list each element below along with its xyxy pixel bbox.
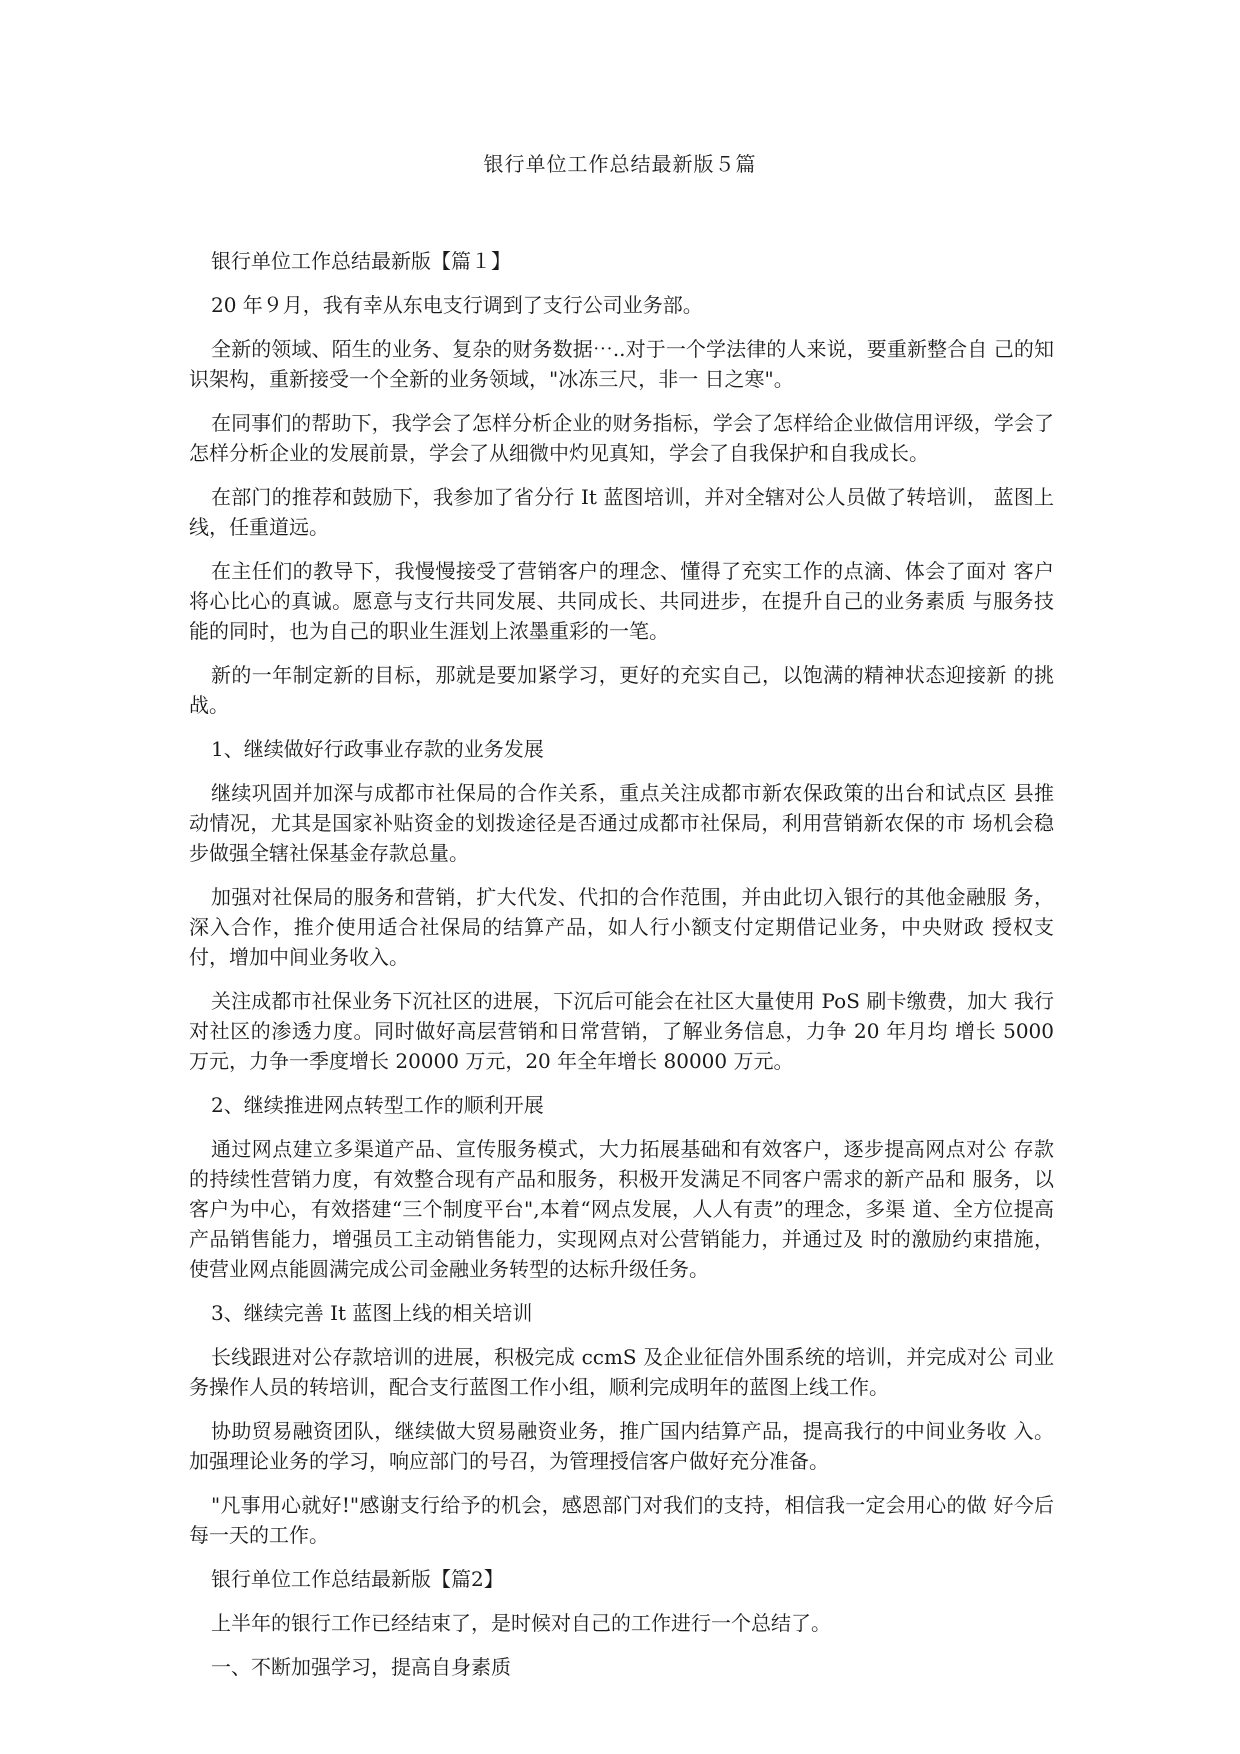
paragraph: 在主任们的教导下，我慢慢接受了营销客户的理念、懂得了充实工作的点滴、体会了面对 客户将心比心的真诚。愿意与支行共同发展、共同成长、共同进步，在提升自己的业务素质 与服务技能的同时，也为自己的职业生涯划上浓墨重彩的一笔。 — [189, 559, 1054, 643]
document-title: 银行单位工作总结最新版５篇 — [483, 152, 757, 176]
section-heading: 1、继续做好行政事业存款的业务发展 — [211, 737, 544, 761]
paragraph: 上半年的银行工作已经结束了，是时候对自己的工作进行一个总结了。 — [211, 1611, 831, 1635]
paragraph: 继续巩固并加深与成都市社保局的合作关系，重点关注成都市新农保政策的出台和试点区 县推动情况，尤其是国家补贴资金的划拨途径是否通过成都市社保局，利用营销新农保的市 场机会稳步做强全辖社保基金存款总量。 — [189, 781, 1054, 865]
paragraph: 在同事们的帮助下，我学会了怎样分析企业的财务指标，学会了怎样给企业做信用评级，学会了怎样分析企业的发展前景，学会了从细微中灼见真知，学会了自我保护和自我成长。 — [189, 411, 1054, 465]
paragraph: 关注成都市社保业务下沉社区的进展，下沉后可能会在社区大量使用 PoS 刷卡缴费，加大 我行对社区的渗透力度。同时做好高层营销和日常营销，了解业务信息，力争 20 年月均 增长 5000 万元，力争一季度增长 20000 万元，20 年全年增长 80000 万元。 — [189, 989, 1054, 1073]
paragraph: 通过网点建立多渠道产品、宣传服务模式，大力拓展基础和有效客户，逐步提高网点对公 存款的持续性营销力度，有效整合现有产品和服务，积极开发满足不同客户需求的新产品和 服务，以客户为中心，有效搭建“三个制度平台",本着“网点发展，人人有责”的理念，多渠 道、全方位提高产品销售能力，增强员工主动销售能力，实现网点对公营销能力，并通过及 时的激励约束措施，使营业网点能圆满完成公司金融业务转型的达标升级任务。 — [189, 1137, 1054, 1281]
paragraph: 新的一年制定新的目标，那就是要加紧学习，更好的充实自己，以饱满的精神状态迎接新 的挑战。 — [189, 663, 1054, 717]
section-heading: 3、继续完善 It 蓝图上线的相关培训 — [211, 1301, 533, 1325]
paragraph: 加强对社保局的服务和营销，扩大代发、代扣的合作范围，并由此切入银行的其他金融服 务，深入合作，推介使用适合社保局的结算产品，如人行小额支付定期借记业务，中央财政 授权支付，增加中间业务收入。 — [189, 885, 1054, 969]
document-body — [189, 246, 1054, 1696]
paragraph: 20 年９月，我有幸从东电支行调到了支行公司业务部。 — [211, 293, 703, 317]
section-heading: 银行单位工作总结最新版【篇１】 — [211, 249, 511, 273]
paragraph: 长线跟进对公存款培训的进展，积极完成 ccmS 及企业征信外围系统的培训，并完成对公 司业务操作人员的转培训，配合支行蓝图工作小组，顺利完成明年的蓝图上线工作。 — [189, 1345, 1054, 1399]
section-heading: 一、不断加强学习，提高自身素质 — [211, 1655, 511, 1679]
paragraph: 在部门的推荐和鼓励下，我参加了省分行 It 蓝图培训，并对全辖对公人员做了转培训， 蓝图上线，任重道远。 — [189, 485, 1054, 539]
paragraph: 协助贸易融资团队，继续做大贸易融资业务，推广国内结算产品，提高我行的中间业务收 入。加强理论业务的学习，响应部门的号召，为管理授信客户做好充分准备。 — [189, 1419, 1054, 1473]
paragraph: "凡事用心就好!"感谢支行给予的机会，感恩部门对我们的支持，相信我一定会用心的做 好今后每一天的工作。 — [189, 1493, 1054, 1547]
section-heading: 银行单位工作总结最新版【篇2】 — [211, 1567, 504, 1591]
section-heading: 2、继续推进网点转型工作的顺利开展 — [211, 1093, 544, 1117]
paragraph: 全新的领域、陌生的业务、复杂的财务数据⋯..对于一个学法律的人来说，要重新整合自 己的知识架构，重新接受一个全新的业务领域，"冰冻三尺，非一 日之寒"。 — [189, 337, 1054, 391]
